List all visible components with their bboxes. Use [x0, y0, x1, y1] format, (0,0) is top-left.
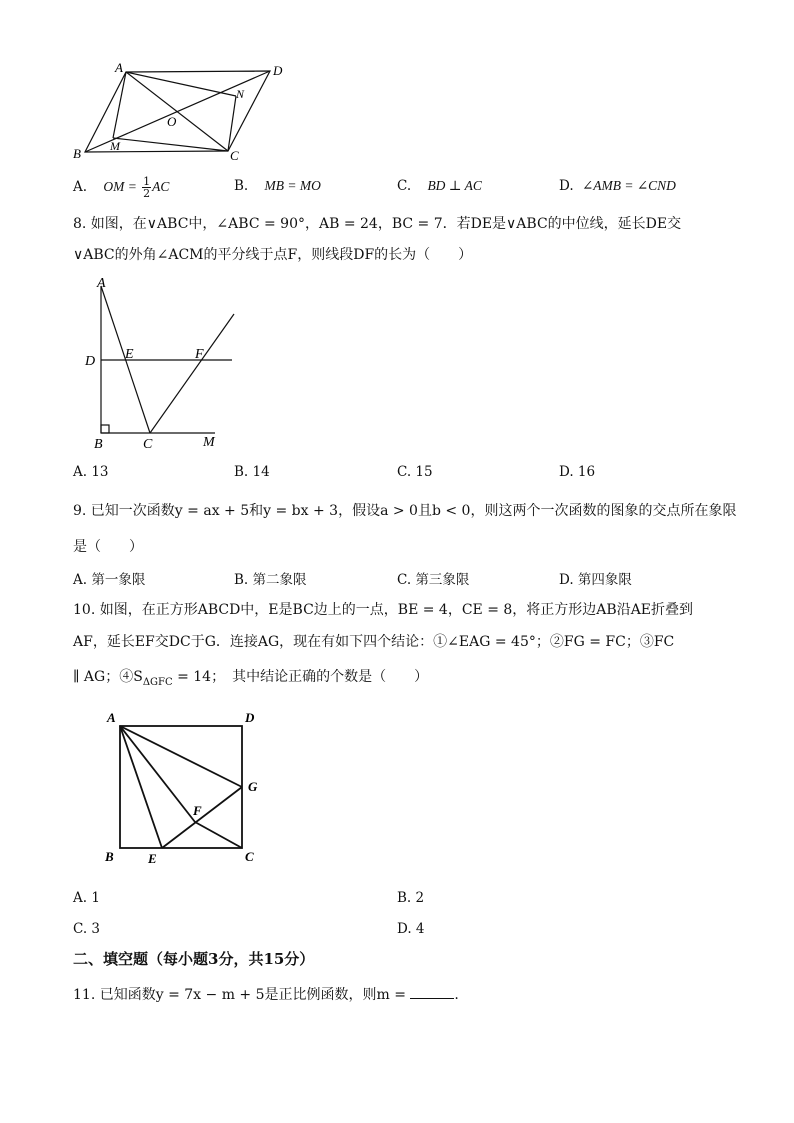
q8-label-e: E [125, 347, 134, 362]
q7-fraction: $\frac{1}{2}$ [143, 175, 151, 200]
q7-label-n: N [236, 87, 245, 101]
q8-option-d: D. 16 [559, 464, 596, 480]
q10-stem-line3: ∥ AG；$④S_{\Delta GFC} = 14$； 其中结论正确的个数是（ ） [73, 669, 429, 688]
q8-stem-line1: 8. 如图，在∨ABC中，∠ABC = 90°，AB = 24，BC = 7．若DE是∨ABC的中位线，延长DE交 [73, 216, 682, 232]
q7-label-c: C [230, 148, 239, 162]
q10-square-figure [100, 706, 265, 866]
q8-label-f: F [195, 347, 204, 362]
q10-label-b: B [105, 849, 114, 864]
q10-stem-line1: 10. 如图，在正方形ABCD中，E是BC边上的一点，BE = 4，CE = 8，将正方形边AB沿AE折叠到 [73, 602, 694, 618]
q10-label-g: G [248, 779, 258, 794]
section-2-title: 二、填空题（每小题3分，共15分） [73, 950, 315, 968]
q7-option-d: D. ∠AMB = ∠CND [559, 178, 676, 194]
q10-option-a: A. 1 [73, 890, 100, 906]
q10-label-c: C [245, 849, 254, 864]
q8-option-a: A. 13 [73, 464, 109, 480]
q7-label-o: O [167, 114, 177, 129]
q7-option-b: B. MB = MO [234, 178, 321, 194]
q8-option-b: B. 14 [234, 464, 270, 480]
q10-option-d: D. 4 [397, 921, 425, 937]
q10-area-subscript: ΔGFC [142, 676, 173, 688]
q8-label-b: B [94, 437, 103, 452]
q7-label-d: D [273, 63, 283, 78]
q7-option-c: C. BD ⊥ AC [397, 178, 482, 194]
q10-label-a: A [107, 710, 116, 725]
q7-option-a: A. OM = $\frac{1}{2}$ AC [73, 175, 170, 200]
q9-option-c: C. 第三象限 [397, 572, 470, 588]
q7-label-m: M [110, 139, 120, 153]
q8-stem-line2: ∨ABC的外角∠ACM的平分线于点F，则线段DF的长为（ ） [73, 247, 473, 263]
q10-option-c: C. 3 [73, 921, 101, 937]
q8-label-c: C [143, 437, 153, 452]
q10-stem-line2: AF，延长EF交DC于G．连接AG，现在有如下四个结论：①∠EAG = 45°；②FG = FC；③FC [73, 634, 675, 650]
q8-option-c: C. 15 [397, 464, 433, 480]
q10-label-e: E [148, 851, 157, 866]
q7-parallelogram-figure [66, 58, 298, 162]
q9-option-d: D. 第四象限 [559, 572, 632, 588]
q7-label-a: A [115, 60, 123, 75]
q9-stem-line1: 9. 已知一次函数y = ax + 5和y = bx + 3，假设a > 0且b < 0，则这两个一次函数的图象的交点所在象限 [73, 503, 737, 519]
q8-label-a: A [97, 276, 106, 291]
q9-option-b: B. 第二象限 [234, 572, 307, 588]
q11-answer-blank [410, 986, 454, 999]
q9-stem-line2: 是（ ） [73, 539, 143, 555]
q8-label-d: D [85, 354, 96, 369]
q9-option-a: A. 第一象限 [73, 572, 146, 588]
q10-label-f: F [193, 803, 202, 818]
q10-label-d: D [245, 710, 255, 725]
q8-label-m: M [203, 435, 215, 450]
q10-option-b: B. 2 [397, 890, 425, 906]
q7-label-b: B [73, 146, 81, 161]
q11-stem: 11. 已知函数y = 7x − m + 5是正比例函数，则m = . [73, 987, 459, 1003]
q8-triangle-figure [80, 272, 240, 452]
